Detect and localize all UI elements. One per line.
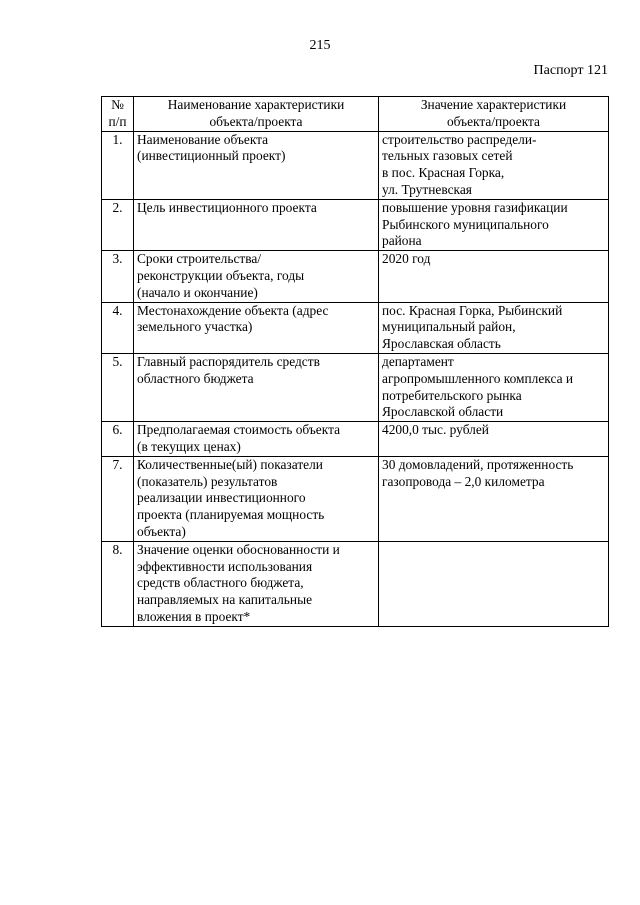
characteristic-value-line: тельных газовых сетей	[382, 148, 513, 164]
page-number: 215	[309, 38, 331, 53]
characteristic-value	[379, 302, 609, 353]
characteristic-value	[379, 353, 609, 421]
characteristic-value-line: 2020 год	[382, 251, 431, 267]
characteristic-name-line: проекта (планируемая мощность	[137, 507, 325, 523]
characteristic-name	[134, 353, 379, 421]
header-name-line: объекта/проекта	[209, 113, 303, 129]
header-name-line: Наименование характеристики	[167, 97, 345, 112]
characteristic-name-line: (начало и окончание)	[137, 284, 258, 300]
table-row	[102, 131, 609, 199]
characteristic-name-line: реконструкции объекта, годы	[137, 267, 305, 283]
characteristic-name-line: эффективности использования	[137, 558, 313, 574]
table-row	[102, 422, 609, 457]
row-number: 6.	[102, 422, 134, 457]
characteristic-value-line: Ярославская область	[382, 336, 501, 352]
characteristic-value	[379, 422, 609, 457]
characteristic-value	[379, 251, 609, 302]
characteristic-name	[134, 199, 379, 250]
passport-label: Паспорт 121	[533, 63, 608, 78]
characteristic-value-line: департамент	[382, 353, 454, 369]
header-num-line: №	[111, 97, 124, 112]
characteristic-value-line: муниципальный район,	[382, 319, 516, 335]
characteristic-value	[379, 456, 609, 541]
characteristic-name-line: (показатель) результатов	[137, 473, 278, 489]
characteristic-name-line: областного бюджета	[137, 370, 254, 386]
header-value	[379, 97, 609, 132]
table-row	[102, 456, 609, 541]
characteristic-name-line: Цель инвестиционного проекта	[137, 199, 317, 215]
characteristic-value-line: повышение уровня газификации	[382, 199, 568, 215]
table-row	[102, 302, 609, 353]
characteristic-value-line: в пос. Красная Горка,	[382, 165, 505, 181]
characteristic-name	[134, 131, 379, 199]
characteristic-name-line: (инвестиционный проект)	[137, 148, 286, 164]
characteristic-value	[379, 131, 609, 199]
characteristic-name-line: реализации инвестиционного	[137, 490, 306, 506]
characteristic-name-line: Наименование объекта	[137, 131, 269, 147]
characteristic-value-line: Рыбинского муниципального	[382, 216, 549, 232]
characteristic-name-line: Значение оценки обоснованности и	[137, 541, 340, 557]
characteristic-value-line: пос. Красная Горка, Рыбинский	[382, 302, 563, 318]
characteristic-name-line: Количественные(ый) показатели	[137, 456, 323, 472]
characteristic-name	[134, 541, 379, 626]
characteristic-value-empty	[379, 541, 609, 626]
characteristic-name-line: Сроки строительства/	[137, 251, 262, 267]
characteristic-value-line: 30 домовладений, протяженность	[382, 456, 574, 472]
header-num	[102, 97, 134, 132]
row-number: 2.	[102, 199, 134, 250]
header-name	[134, 97, 379, 132]
row-number: 1.	[102, 131, 134, 199]
characteristic-value-line: Ярославской области	[382, 404, 504, 420]
characteristic-value-line: потребительского рынка	[382, 387, 522, 403]
characteristic-name	[134, 302, 379, 353]
table-row	[102, 541, 609, 626]
characteristic-name-line: вложения в проект*	[137, 608, 251, 624]
table-row	[102, 199, 609, 250]
characteristic-value-line: ул. Трутневская	[382, 181, 472, 197]
table-row	[102, 251, 609, 302]
characteristic-name-line: земельного участка)	[137, 319, 253, 335]
characteristic-name-line: (в текущих ценах)	[137, 438, 241, 454]
characteristic-value-line: газопровода – 2,0 километра	[382, 473, 545, 489]
characteristic-name-line: направляемых на капитальные	[137, 592, 313, 608]
header-value-line: объекта/проекта	[446, 113, 540, 129]
characteristic-value	[379, 199, 609, 250]
header-num-line: п/п	[108, 113, 127, 129]
row-number: 3.	[102, 251, 134, 302]
characteristic-name-line: Предполагаемая стоимость объекта	[137, 422, 341, 438]
characteristic-value-line: района	[382, 233, 422, 249]
row-number: 8.	[102, 541, 134, 626]
passport-table	[101, 96, 609, 627]
characteristic-name	[134, 422, 379, 457]
characteristic-value-line: 4200,0 тыс. рублей	[382, 422, 489, 438]
row-number: 5.	[102, 353, 134, 421]
characteristic-name-line: Местонахождение объекта (адрес	[137, 302, 329, 318]
table-row	[102, 353, 609, 421]
characteristic-name	[134, 456, 379, 541]
characteristic-value-line: агропромышленного комплекса и	[382, 370, 574, 386]
row-number: 4.	[102, 302, 134, 353]
characteristic-value-line: строительство распредели-	[382, 131, 537, 147]
characteristic-name-line: средств областного бюджета,	[137, 575, 304, 591]
table-header-row	[102, 97, 609, 132]
characteristic-name-line: объекта)	[137, 523, 186, 539]
header-value-line: Значение характеристики	[420, 97, 567, 112]
row-number: 7.	[102, 456, 134, 541]
characteristic-name	[134, 251, 379, 302]
characteristic-name-line: Главный распорядитель средств	[137, 353, 320, 369]
